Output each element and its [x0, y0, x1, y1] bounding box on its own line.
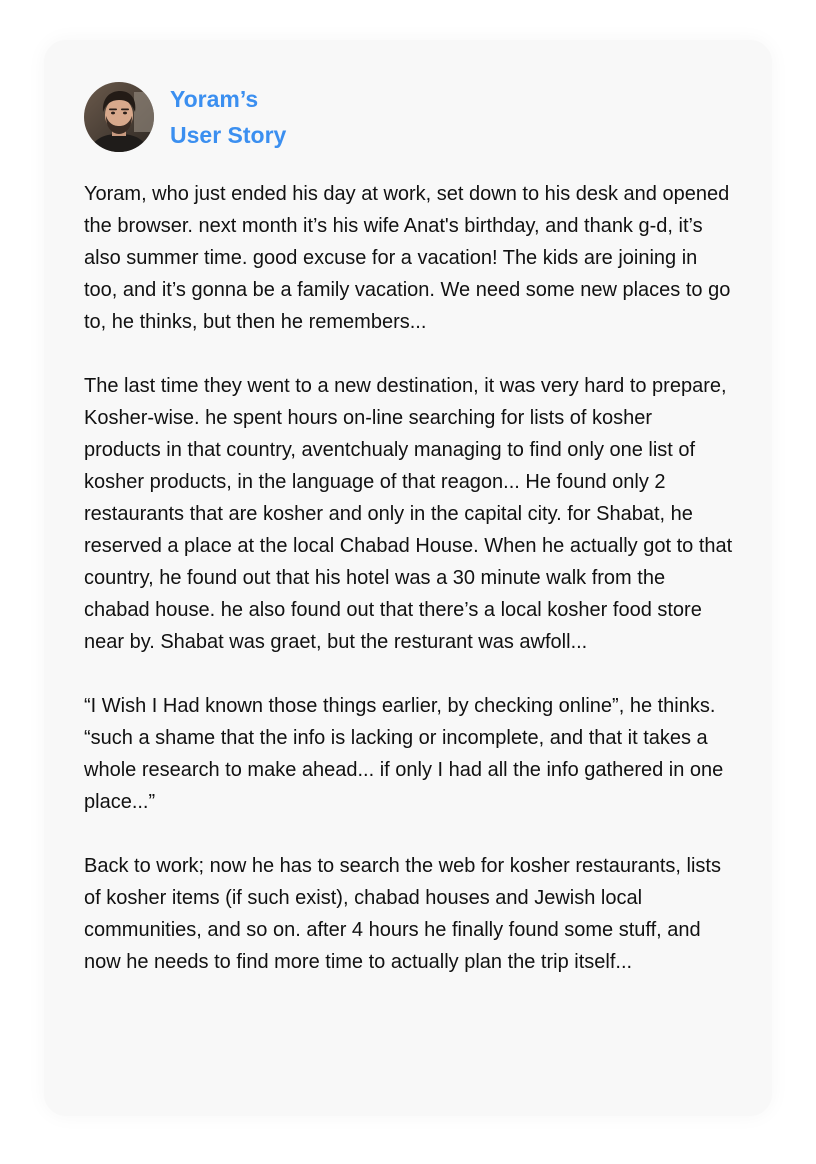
story-paragraph: Yoram, who just ended his day at work, set down to his desk and opened the browser. next month it’s his wife Anat's birthday, and thank g-d, it’s also summer time. good excuse for a vacation! The kids are joining in too, and it’s gonna be a family vacation. We need some new places to go to, he thinks, but then he remembers... — [84, 183, 731, 333]
story-body — [84, 178, 734, 1010]
person-portrait-icon — [84, 82, 154, 152]
user-story-card — [44, 40, 772, 1116]
avatar — [84, 82, 154, 152]
page-title — [170, 81, 286, 153]
title-line-subtitle: User Story — [170, 122, 287, 148]
story-paragraph: The last time they went to a new destination, it was very hard to prepare, Kosher-wise. he spent hours on-line searching for lists of kosher products in that country, aventchualy managing to find only one list of kosher products, in the language of that reagon... He found only 2 restaurants that are kosher and only in the capital city. for Shabat, he reserved a place at the local Chabad House. When he actually got to that country, he found out that his hotel was a 30 minute walk from the chabad house. he also found out that there’s a local kosher food store near by. Shabat was graet, but the resturant was awfoll... — [84, 375, 733, 653]
story-paragraph: “I Wish I Had known those things earlier, by checking online”, he thinks. “such a shame that the info is lacking or incomplete, and that it takes a whole research to make ahead... if only I had all the info gathered in one place...” — [84, 695, 724, 813]
story-paragraph: Back to work; now he has to search the web for kosher restaurants, lists of kosher items (if such exist), chabad houses and Jewish local communities, and so on. after 4 hours he finally found some stuff, and now he needs to find more time to actually plan the trip itself... — [84, 855, 721, 973]
title-line-name: Yoram’s — [170, 86, 259, 112]
story-header — [84, 81, 286, 153]
